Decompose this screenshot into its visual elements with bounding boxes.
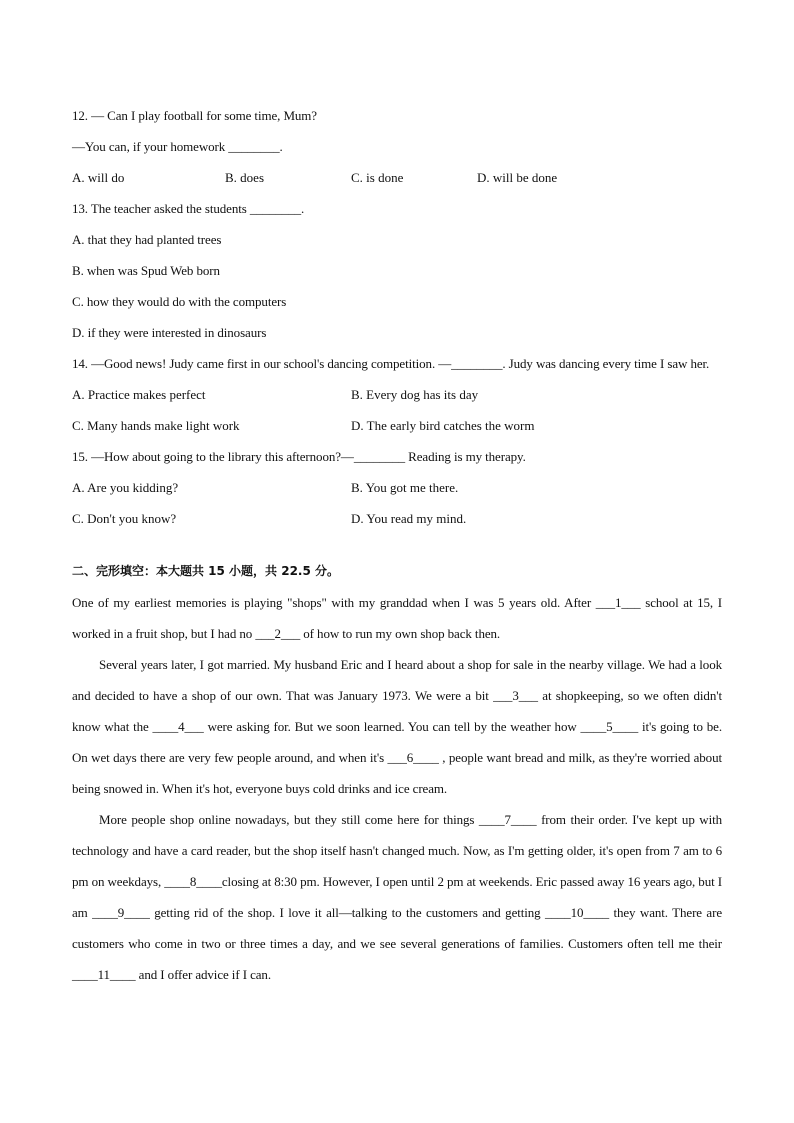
passage-paragraph-2: Several years later, I got married. My husband Eric and I heard about a shop for sale in the nearby village. We had a look and decided to have a shop of our own. That was January 1973. We were a bit ___3___ at shopkeeping, so we often didn't know what the ____4___ were asking for. But we soon learned. You can tell by the weather how ____5____ it's going to be. On wet days there are very few people around, and when it's ___6____ , people want bread and milk, as they're worried about being snowed in. When it's hot, everyone buys cold drinks and ice cream. <box>72 657 722 796</box>
option-a: A. Practice makes perfect <box>72 387 206 402</box>
option-b: B. Every dog has its day <box>351 387 479 402</box>
option-a: A. Are you kidding? <box>72 480 179 495</box>
option-d: D. will be done <box>477 170 558 185</box>
option-a: A. that they had planted trees <box>72 232 222 247</box>
option-b: B. does <box>225 170 264 185</box>
question-14-stem: 14. —Good news! Judy came first in our school's dancing competition. —________. Judy was dancing every time I saw her. <box>72 356 710 371</box>
option-d: D. if they were interested in dinosaurs <box>72 325 267 340</box>
question-13-stem: 13. The teacher asked the students ________. <box>72 201 305 216</box>
option-c: C. how they would do with the computers <box>72 294 287 309</box>
option-a: A. will do <box>72 170 125 185</box>
document-content <box>72 100 722 990</box>
question-15-options-row2 <box>72 503 722 534</box>
option-d: D. The early bird catches the worm <box>351 418 535 433</box>
option-d: D. You read my mind. <box>351 511 467 526</box>
passage-paragraph-1: One of my earliest memories is playing "shops" with my granddad when I was 5 years old. After ___1___ school at 15, I worked in a fruit shop, but I had no ___2___ of how to run my own shop back then. <box>72 595 722 641</box>
passage-paragraph-3: More people shop online nowadays, but they still come here for things ____7____ from their order. I've kept up with technology and have a card reader, but the shop itself hasn't changed much. Now, as I'm getting older, it's open from 7 am to 6 pm on weekdays, ____8____closing at 8:30 pm. However, I open until 2 pm at weekends. Eric passed away 16 years ago, but I am ____9____ getting rid of the shop. I love it all—talking to the customers and getting ____10____ they want. There are customers who come in two or three times a day, and we see several generations of families. Customers often tell me their ____11____ and I offer advice if I can. <box>72 812 722 982</box>
question-14-options-row2 <box>72 410 722 441</box>
question-14-options-row1 <box>72 379 722 410</box>
option-c: C. Many hands make light work <box>72 418 240 433</box>
option-c: C. is done <box>351 170 404 185</box>
option-b: B. You got me there. <box>351 480 459 495</box>
section-heading: 二、完形填空：本大题共 15 小题，共 22.5 分。 <box>72 564 340 578</box>
option-c: C. Don't you know? <box>72 511 177 526</box>
question-12-stem: 12. — Can I play football for some time, Mum? <box>72 108 317 123</box>
option-b: B. when was Spud Web born <box>72 263 220 278</box>
question-15-options-row1 <box>72 472 722 503</box>
question-15-stem: 15. —How about going to the library this afternoon?—________ Reading is my therapy. <box>72 449 526 464</box>
question-12-options <box>72 162 722 193</box>
question-12-response: —You can, if your homework ________. <box>72 139 283 154</box>
section-spacer <box>72 534 722 556</box>
